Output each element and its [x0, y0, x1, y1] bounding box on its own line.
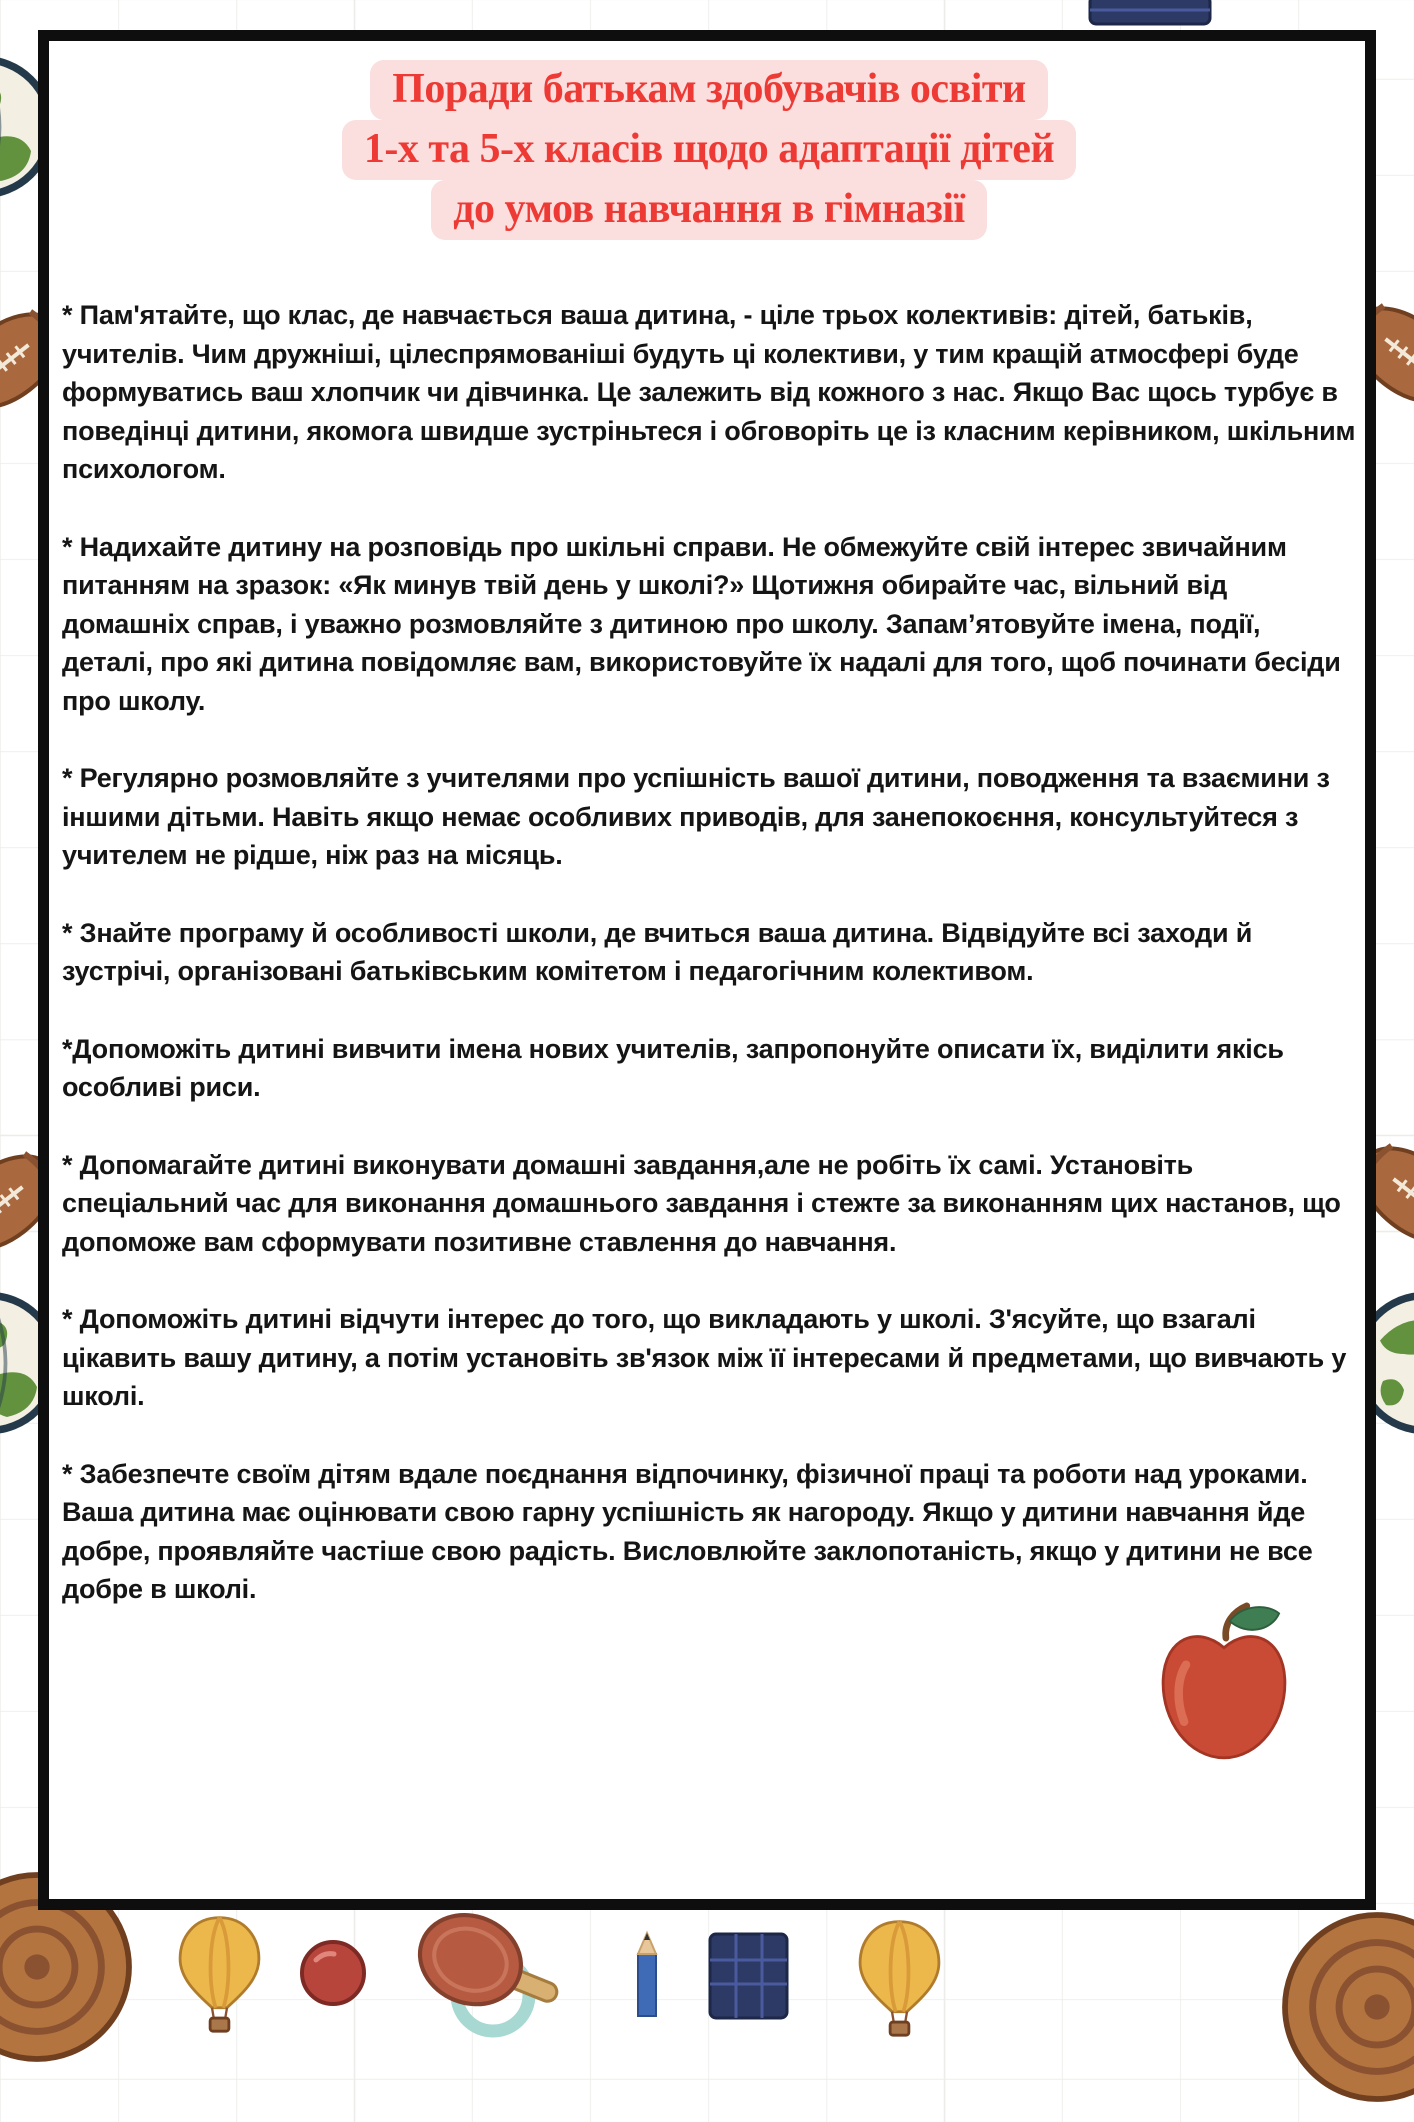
title-line-text: 1-х та 5-х класів щодо адаптації дітей	[342, 120, 1076, 180]
advice-paragraph: * Регулярно розмовляйте з учителями про успішність вашої дитини, поводження та взаємини з іншими дітьми. Навіть якщо немає особливих приводів, для занепокоєння, консультуйтеся з учителем не рідше, ніж раз на місяць.	[62, 763, 1330, 870]
title-line-text: до умов навчання в гімназії	[431, 180, 986, 240]
document-content	[62, 44, 1356, 1648]
red-ball-icon	[298, 1938, 368, 2008]
advice-paragraph: * Забезпечте своїм дітям вдале поєднання відпочинку, фізичної праці та роботи над уроками. Ваша дитина має оцінювати свою гарну успішність як нагороду. Якщо у дитини навчання йде добре, проявляйте частіше свою радість. Висловлюйте заклопотаність, якщо у дитини не все добре в школі.	[62, 1458, 1313, 1604]
advice-list	[62, 296, 1356, 1609]
hot-air-balloon-icon	[172, 1912, 267, 2034]
title-line	[62, 60, 1356, 120]
advice-paragraph: * Допоможіть дитині відчути інтерес до того, що викладають у школі. З'ясуйте, що взагалі цікавить вашу дитину, а потім установіть зв'язок між її інтересами й предметами, що вивчають у школі.	[62, 1304, 1347, 1411]
title-line	[62, 180, 1356, 240]
advice-paragraph: * Допомагайте дитині виконувати домашні завдання,але не робіть їх самі. Установіть спеціальний час для виконання домашнього завдання і стежте за виконанням цих настанов, що допоможе вам сформувати позитивне ставлення до навчання.	[62, 1149, 1341, 1257]
pencil-icon	[626, 1926, 668, 2021]
advice-paragraph: * Надихайте дитину на розповідь про шкільні справи. Не обмежуйте свій інтерес звичайним питанням на зразок: «Як минув твій день у школі?» Щотижня обирайте час, вільний від домашніх справ, і уважно розмовляйте з дитиною про школу. Запам’ятовуйте імена, події, деталі, про які дитина повідомляє вам, використовуйте їх надалі для того, щоб починати бесіди про школу.	[62, 531, 1341, 716]
advice-paragraph: *Допоможіть дитині вивчити імена нових учителів, запропонуйте описати їх, виділити якісь особливі риси.	[62, 1033, 1284, 1102]
title-line	[62, 120, 1356, 180]
title-line-text: Поради батькам здобувачів освіти	[370, 60, 1048, 120]
page-title	[62, 60, 1356, 240]
advice-paragraph: * Пам'ятайте, що клас, де навчається ваша дитина, - ціле трьох колективів: дітей, батьків, учителів. Чим дружніші, цілеспрямованіші будуть ці колективи, у тим кращій атмосфері буде формуватись ваш хлопчик чи дівчинка. Це залежить від кожного з нас. Якщо Вас щось турбує в поведінці дитини, якомога швидше зустріньтеся і обговоріть це із класним керівником, шкільним психологом.	[62, 300, 1356, 484]
paddle-icon	[404, 1912, 569, 2027]
tree-ring-icon	[1262, 1892, 1414, 2122]
advice-paragraph: * Знайте програму й особливості школи, де вчиться ваша дитина. Відвідуйте всі заходи й зустрічі, організовані батьківським комітетом і педагогічним колективом.	[62, 917, 1253, 986]
book-icon	[1088, 0, 1213, 28]
building-icon	[706, 1926, 791, 2021]
hot-air-balloon-icon	[852, 1916, 947, 2038]
